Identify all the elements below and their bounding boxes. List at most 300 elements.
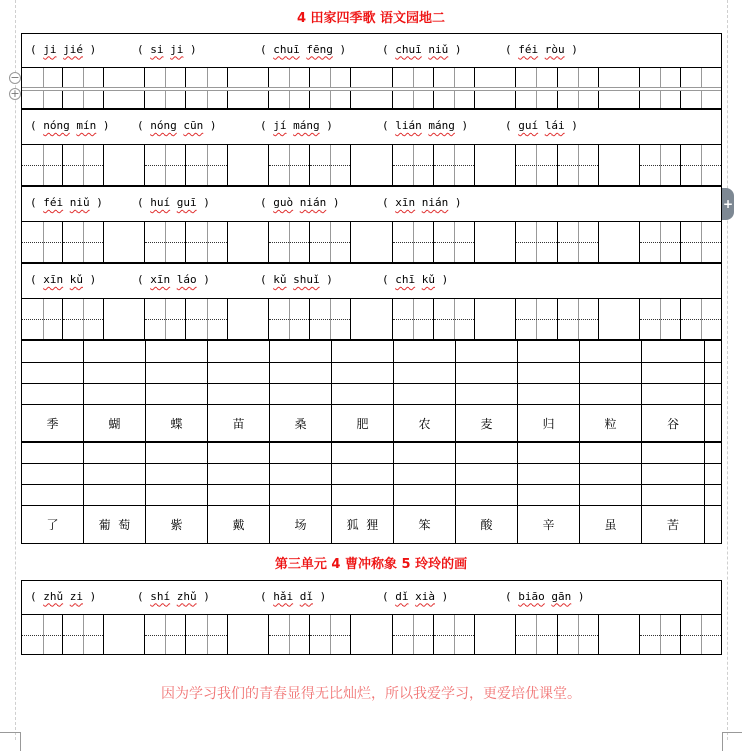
- blank-cell[interactable]: [393, 485, 455, 505]
- pinyin-syllable: nián: [421, 196, 449, 210]
- pinyin-syllable: gān: [551, 589, 572, 603]
- tianzige-cell[interactable]: [309, 299, 350, 339]
- tianzige-cell[interactable]: [433, 145, 474, 185]
- pinyin-syllable: ji: [170, 42, 184, 56]
- grid-gap-cell[interactable]: [598, 299, 639, 339]
- blank-cell[interactable]: [83, 363, 145, 383]
- pinyin-syllable: biāo: [518, 589, 545, 603]
- tianzige-cell[interactable]: [22, 145, 63, 185]
- blank-cell[interactable]: [331, 442, 393, 463]
- open-paren: (: [137, 42, 151, 56]
- blank-cell[interactable]: [704, 384, 723, 404]
- tianzige-cell[interactable]: [557, 299, 598, 339]
- tianzige-cell[interactable]: [185, 299, 226, 339]
- character-cell: [207, 405, 269, 442]
- open-paren: (: [505, 119, 519, 133]
- cell-dotted-line: [516, 165, 556, 166]
- character-cell: [455, 405, 517, 442]
- close-paren: ): [203, 196, 210, 210]
- blank-cell[interactable]: [22, 464, 83, 484]
- character-cell: [145, 506, 207, 543]
- blank-cell[interactable]: [269, 485, 331, 505]
- cell-dotted-line: [145, 242, 185, 243]
- open-paren: (: [30, 42, 44, 56]
- blank-cell[interactable]: [641, 384, 704, 404]
- blank-cell[interactable]: [22, 384, 83, 404]
- character-text: 苦: [666, 518, 679, 532]
- blank-cell[interactable]: [704, 485, 723, 505]
- pinyin-syllable: guí: [518, 119, 539, 133]
- close-paren: ): [461, 119, 469, 133]
- tianzige-cell[interactable]: [144, 299, 185, 339]
- cell-dotted-line: [558, 165, 598, 166]
- pinyin-item: [260, 196, 340, 209]
- tianzige-cell[interactable]: [62, 222, 103, 262]
- cell-dotted-line: [681, 319, 721, 320]
- expand-row-icon[interactable]: +: [10, 87, 20, 100]
- tianzige-cell[interactable]: [557, 222, 598, 262]
- close-paren: ): [319, 589, 327, 603]
- character-text: 蝴: [108, 417, 121, 431]
- character-cell: [517, 506, 579, 543]
- tianzige-cell[interactable]: [639, 145, 680, 185]
- cell-dotted-line: [434, 635, 474, 636]
- pinyin-syllable: chī: [395, 273, 416, 287]
- tianzige-cell[interactable]: [144, 222, 185, 262]
- tianzige-cell[interactable]: [680, 299, 721, 339]
- cell-dotted-line: [22, 242, 63, 243]
- pinyin-item: [137, 590, 210, 603]
- tianzige-cell[interactable]: [680, 615, 721, 654]
- pinyin-item: [30, 196, 103, 209]
- pinyin-syllable: nóng: [150, 119, 177, 133]
- pinyin-item: [505, 119, 578, 132]
- pinyin-syllable: féi: [43, 196, 64, 210]
- pinyin-syllable: xīn: [43, 273, 64, 287]
- pinyin-syllable: guī: [176, 196, 197, 210]
- tianzige-cell[interactable]: [22, 615, 63, 654]
- character-text: 农: [418, 417, 431, 431]
- blank-cell[interactable]: [22, 442, 83, 463]
- section1-title: 4 田家四季歌 语文园地二: [296, 11, 446, 26]
- pinyin-item: [30, 590, 96, 603]
- close-paren: ): [89, 589, 97, 603]
- cell-dotted-line: [186, 635, 226, 636]
- character-text: 谷: [666, 417, 679, 431]
- blank-cell[interactable]: [704, 363, 723, 383]
- cell-dotted-line: [22, 165, 63, 166]
- blank-cell[interactable]: [455, 384, 517, 404]
- close-paren: ): [203, 589, 210, 603]
- pinyin-item: [260, 119, 333, 132]
- tianzige-cell[interactable]: [392, 222, 433, 262]
- grid-gap-cell[interactable]: [350, 615, 391, 654]
- tianzige-cell[interactable]: [392, 615, 433, 654]
- grid-gap-cell[interactable]: [350, 145, 391, 185]
- open-paren: (: [382, 196, 396, 210]
- tianzige-cell[interactable]: [515, 222, 556, 262]
- tianzige-cell[interactable]: [309, 222, 350, 262]
- character-cell: [393, 405, 455, 442]
- pinyin-row: [21, 33, 722, 67]
- pinyin-item: [137, 119, 217, 132]
- character-cell: [22, 405, 83, 442]
- pinyin-row: [21, 109, 722, 144]
- grid-gap-cell[interactable]: [474, 615, 515, 654]
- character-cell: [331, 405, 393, 442]
- blank-writing-row[interactable]: [22, 484, 721, 505]
- blank-cell[interactable]: [331, 341, 393, 362]
- blank-cell[interactable]: [704, 464, 723, 484]
- open-paren: (: [505, 589, 519, 603]
- close-paren: ): [96, 196, 103, 210]
- pinyin-syllable: hǎi: [273, 589, 294, 603]
- character-cell: [579, 405, 641, 442]
- pinyin-syllable: huí: [150, 196, 171, 210]
- tianzige-cell[interactable]: [680, 145, 721, 185]
- pinyin-syllable: féi: [518, 42, 539, 56]
- cell-dotted-line: [269, 242, 309, 243]
- close-paren: ): [209, 119, 217, 133]
- open-paren: (: [260, 42, 274, 56]
- tianzige-cell[interactable]: [309, 145, 350, 185]
- cell-dotted-line: [269, 635, 309, 636]
- cell-dotted-line: [63, 635, 103, 636]
- grid-gap-cell[interactable]: [227, 615, 268, 654]
- cell-dotted-line: [63, 242, 103, 243]
- tianzige-cell[interactable]: [639, 615, 680, 654]
- tianzige-cell[interactable]: [392, 145, 433, 185]
- blank-cell[interactable]: [579, 464, 641, 484]
- blank-cell[interactable]: [393, 384, 455, 404]
- character-text: 戴: [232, 518, 245, 532]
- grid-gap-cell[interactable]: [103, 145, 144, 185]
- blank-cell[interactable]: [269, 363, 331, 383]
- blank-cell[interactable]: [641, 464, 704, 484]
- pinyin-syllable: shí: [150, 589, 171, 603]
- character-text: 辛: [542, 518, 555, 532]
- close-paren: ): [571, 42, 578, 56]
- blank-cell[interactable]: [393, 363, 455, 383]
- blank-writing-row[interactable]: [22, 341, 721, 362]
- blank-cell[interactable]: [517, 384, 579, 404]
- pinyin-row: [21, 186, 722, 221]
- pinyin-syllable: máng: [293, 119, 320, 133]
- tianzige-cell[interactable]: [268, 615, 309, 654]
- character-table: [21, 441, 722, 544]
- close-paren: ): [571, 119, 578, 133]
- tianzige-cell[interactable]: [268, 222, 309, 262]
- tianzige-cell[interactable]: [392, 299, 433, 339]
- character-text: 了: [46, 518, 59, 532]
- blank-cell[interactable]: [331, 464, 393, 484]
- blank-cell[interactable]: [517, 442, 579, 463]
- blank-cell[interactable]: [83, 442, 145, 463]
- blank-cell[interactable]: [83, 464, 145, 484]
- open-paren: (: [382, 589, 396, 603]
- blank-cell[interactable]: [83, 341, 145, 362]
- pinyin-item: [260, 590, 326, 603]
- blank-cell[interactable]: [331, 363, 393, 383]
- pinyin-syllable: chuī: [395, 42, 422, 56]
- close-paren: ): [89, 42, 97, 56]
- blank-cell[interactable]: [455, 464, 517, 484]
- blank-cell[interactable]: [455, 363, 517, 383]
- blank-cell[interactable]: [641, 485, 704, 505]
- cell-dotted-line: [640, 165, 680, 166]
- writing-grid-row[interactable]: [21, 614, 722, 655]
- character-cell: [331, 506, 393, 543]
- cell-dotted-line: [393, 242, 433, 243]
- blank-cell[interactable]: [641, 363, 704, 383]
- pinyin-syllable: láo: [176, 273, 197, 287]
- tianzige-cell[interactable]: [268, 145, 309, 185]
- close-paren: ): [454, 42, 462, 56]
- open-paren: (: [137, 196, 151, 210]
- blank-cell[interactable]: [269, 464, 331, 484]
- blank-cell[interactable]: [207, 485, 269, 505]
- blank-cell[interactable]: [579, 384, 641, 404]
- blank-cell[interactable]: [579, 442, 641, 463]
- cell-dotted-line: [516, 635, 556, 636]
- grid-gap-cell[interactable]: [103, 299, 144, 339]
- blank-cell[interactable]: [145, 363, 207, 383]
- blank-cell[interactable]: [579, 341, 641, 362]
- blank-cell[interactable]: [145, 485, 207, 505]
- blank-cell[interactable]: [393, 464, 455, 484]
- tianzige-cell[interactable]: [62, 615, 103, 654]
- blank-cell[interactable]: [22, 485, 83, 505]
- blank-cell[interactable]: [331, 485, 393, 505]
- blank-cell[interactable]: [517, 485, 579, 505]
- tianzige-cell[interactable]: [515, 299, 556, 339]
- character-text: 狐 狸: [346, 518, 379, 532]
- blank-cell[interactable]: [517, 464, 579, 484]
- grid-gap-cell[interactable]: [227, 145, 268, 185]
- pinyin-syllable: ròu: [544, 42, 565, 56]
- grid-gap-cell[interactable]: [598, 145, 639, 185]
- blank-cell[interactable]: [517, 341, 579, 362]
- grid-gap-cell[interactable]: [103, 615, 144, 654]
- tianzige-cell[interactable]: [639, 222, 680, 262]
- blank-cell[interactable]: [641, 341, 704, 362]
- add-column-tab-icon[interactable]: +: [722, 188, 734, 220]
- blank-cell[interactable]: [455, 485, 517, 505]
- blank-cell[interactable]: [331, 384, 393, 404]
- pinyin-syllable: jí: [273, 119, 287, 133]
- tianzige-cell[interactable]: [144, 615, 185, 654]
- pinyin-item: [505, 43, 578, 56]
- blank-cell[interactable]: [145, 464, 207, 484]
- blank-cell[interactable]: [393, 442, 455, 463]
- grid-gap-cell[interactable]: [474, 145, 515, 185]
- tianzige-cell[interactable]: [185, 145, 226, 185]
- blank-cell[interactable]: [641, 442, 704, 463]
- open-paren: (: [30, 119, 44, 133]
- section2-title: 第三单元 4 曹冲称象 5 玲玲的画: [274, 557, 468, 572]
- blank-cell[interactable]: [269, 442, 331, 463]
- blank-cell[interactable]: [145, 384, 207, 404]
- pinyin-syllable: guò: [273, 196, 294, 210]
- grid-gap-cell[interactable]: [598, 615, 639, 654]
- pinyin-syllable: shuǐ: [293, 273, 320, 287]
- character-text: 归: [542, 417, 555, 431]
- character-text: 虽: [604, 518, 617, 532]
- cell-dotted-line: [269, 165, 309, 166]
- pinyin-item: [382, 273, 448, 286]
- open-paren: (: [260, 273, 274, 287]
- close-paren: ): [339, 42, 347, 56]
- blank-writing-row[interactable]: [22, 442, 721, 463]
- blank-cell[interactable]: [207, 442, 269, 463]
- open-paren: (: [382, 42, 396, 56]
- character-cell: [207, 506, 269, 543]
- tianzige-cell[interactable]: [62, 299, 103, 339]
- blank-cell[interactable]: [207, 384, 269, 404]
- writing-grid-row[interactable]: [21, 221, 722, 263]
- character-cell: [517, 405, 579, 442]
- close-paren: ): [332, 196, 340, 210]
- grid-gap-cell[interactable]: [350, 222, 391, 262]
- blank-cell[interactable]: [704, 442, 723, 463]
- cell-dotted-line: [640, 242, 680, 243]
- blank-cell[interactable]: [269, 341, 331, 362]
- blank-cell[interactable]: [83, 485, 145, 505]
- open-paren: (: [260, 196, 274, 210]
- tianzige-cell[interactable]: [144, 145, 185, 185]
- grid-gap-cell[interactable]: [103, 222, 144, 262]
- pinyin-syllable: lái: [544, 119, 565, 133]
- tianzige-cell[interactable]: [557, 145, 598, 185]
- tianzige-cell[interactable]: [268, 299, 309, 339]
- cell-dotted-line: [681, 635, 721, 636]
- blank-cell[interactable]: [83, 384, 145, 404]
- pinyin-item: [382, 590, 448, 603]
- blank-writing-row[interactable]: [22, 463, 721, 484]
- pinyin-syllable: fēng: [306, 42, 333, 56]
- pinyin-item: [137, 273, 210, 286]
- blank-cell[interactable]: [704, 341, 723, 362]
- blank-cell[interactable]: [22, 341, 83, 362]
- tianzige-cell[interactable]: [185, 615, 226, 654]
- open-paren: (: [30, 589, 44, 603]
- blank-cell[interactable]: [269, 384, 331, 404]
- tianzige-cell[interactable]: [22, 222, 63, 262]
- open-paren: (: [30, 273, 44, 287]
- cell-dotted-line: [310, 319, 350, 320]
- collapse-row-icon[interactable]: −: [10, 71, 20, 84]
- blank-writing-row[interactable]: [22, 362, 721, 383]
- open-paren: (: [382, 273, 396, 287]
- cell-dotted-line: [310, 242, 350, 243]
- blank-cell[interactable]: [393, 341, 455, 362]
- pinyin-syllable: kǔ: [69, 273, 83, 287]
- writing-grid-row[interactable]: [21, 298, 722, 340]
- page-corner-bottom-right: [722, 732, 742, 751]
- character-cell: [269, 405, 331, 442]
- grid-gap-cell[interactable]: [474, 222, 515, 262]
- character-text: 紫: [170, 518, 183, 532]
- pinyin-syllable: lián: [395, 119, 422, 133]
- character-cell: [455, 506, 517, 543]
- tianzige-cell[interactable]: [185, 222, 226, 262]
- cell-dotted-line: [516, 319, 556, 320]
- page-margin-right: [727, 0, 728, 740]
- blank-cell[interactable]: [455, 442, 517, 463]
- tianzige-cell[interactable]: [515, 615, 556, 654]
- tianzige-cell[interactable]: [515, 145, 556, 185]
- tianzige-cell[interactable]: [22, 299, 63, 339]
- blank-cell[interactable]: [207, 464, 269, 484]
- character-text: 蝶: [170, 417, 183, 431]
- cell-dotted-line: [393, 319, 433, 320]
- tianzige-cell[interactable]: [433, 615, 474, 654]
- character-cell: [641, 405, 704, 442]
- blank-cell[interactable]: [145, 442, 207, 463]
- close-paren: ): [326, 119, 333, 133]
- page-margin-left: [15, 0, 16, 740]
- tianzige-cell[interactable]: [557, 615, 598, 654]
- cell-dotted-line: [186, 319, 226, 320]
- writing-grid-row[interactable]: [21, 67, 722, 109]
- pinyin-item: [260, 43, 346, 56]
- tianzige-cell[interactable]: [639, 299, 680, 339]
- blank-cell[interactable]: [455, 341, 517, 362]
- pinyin-item: [137, 196, 210, 209]
- tianzige-cell[interactable]: [433, 299, 474, 339]
- pinyin-item: [260, 273, 333, 286]
- close-paren: ): [102, 119, 110, 133]
- pinyin-item: [137, 43, 197, 56]
- blank-cell[interactable]: [207, 341, 269, 362]
- cell-dotted-line: [558, 242, 598, 243]
- cell-dotted-line: [310, 165, 350, 166]
- cell-dotted-line: [310, 635, 350, 636]
- blank-cell[interactable]: [517, 363, 579, 383]
- grid-gap-cell[interactable]: [474, 299, 515, 339]
- writing-grid-row[interactable]: [21, 144, 722, 186]
- cell-dotted-line: [681, 242, 721, 243]
- tianzige-cell[interactable]: [309, 615, 350, 654]
- tianzige-cell[interactable]: [680, 222, 721, 262]
- open-paren: (: [382, 119, 396, 133]
- grid-gap-cell[interactable]: [227, 222, 268, 262]
- pinyin-item: [382, 43, 462, 56]
- tianzige-cell[interactable]: [62, 145, 103, 185]
- blank-cell[interactable]: [579, 485, 641, 505]
- grid-gap-cell[interactable]: [598, 222, 639, 262]
- cell-dotted-line: [434, 319, 474, 320]
- blank-cell[interactable]: [145, 341, 207, 362]
- character-text: 葡 萄: [98, 518, 131, 532]
- character-cell: [269, 506, 331, 543]
- blank-cell[interactable]: [579, 363, 641, 383]
- blank-writing-row[interactable]: [22, 383, 721, 404]
- character-cell: [22, 506, 83, 543]
- tianzige-cell[interactable]: [433, 222, 474, 262]
- character-cell: [83, 506, 145, 543]
- open-paren: (: [260, 119, 274, 133]
- pinyin-syllable: chuī: [273, 42, 300, 56]
- grid-gap-cell[interactable]: [350, 299, 391, 339]
- grid-gap-cell[interactable]: [227, 299, 268, 339]
- character-cell: [145, 405, 207, 442]
- character-text: 肥: [356, 417, 369, 431]
- blank-cell[interactable]: [22, 363, 83, 383]
- cell-dotted-line: [145, 635, 185, 636]
- blank-cell[interactable]: [207, 363, 269, 383]
- open-paren: (: [30, 196, 44, 210]
